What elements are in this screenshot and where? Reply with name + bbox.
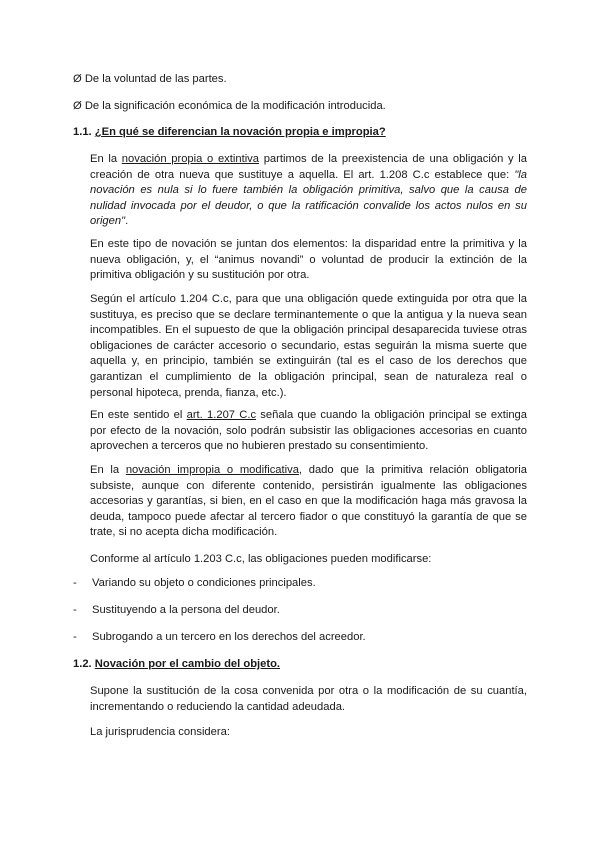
section-heading-1-2 bbox=[73, 657, 280, 673]
list-item-text: Sustituyendo a la persona del deudor. bbox=[92, 604, 280, 616]
bullet-text: De la significación económica de la modificación introducida. bbox=[84, 100, 386, 112]
term-novacion-impropia[interactable]: novación impropia o modificativa bbox=[125, 464, 299, 476]
bullet-symbol: Ø bbox=[73, 100, 82, 112]
paragraph-art-1203: Conforme al artículo 1.203 C.c, las obligaciones pueden modificarse: bbox=[90, 553, 432, 565]
list-item-text: Subrogando a un tercero en los derechos del acreedor. bbox=[92, 631, 366, 643]
list-dash: - bbox=[73, 604, 77, 616]
section-number: 1.2. bbox=[73, 658, 92, 670]
section-number: 1.1. bbox=[73, 126, 92, 138]
paragraph-art-1204: Según el artículo 1.204 C.c, para que una obligación quede extinguida por otra que la sustituya, es preciso que se declare terminantemente o que la antigua y la nueva sean incompatibles. En el supuesto de que la obligación principal desaparecida tuviese otras obligaciones de carácter accesorio o secundario, estas seguirán la misma suerte que aquella y, en principio, también se extinguirán (tal es el caso de los derechos que garantizan el cumplimiento de la obligación principal, sean de naturaleza real o personal hipoteca, prenda, fianza, etc.). bbox=[90, 293, 527, 399]
term-novacion-propia[interactable]: novación propia o extintiva bbox=[121, 153, 259, 165]
list-dash: - bbox=[73, 577, 77, 589]
bullet-text: De la voluntad de las partes. bbox=[84, 73, 227, 85]
paragraph-cambio-objeto: Supone la sustitución de la cosa convenida por otra o la modificación de su cuantía, incrementando o reduciendo la cantidad adeudada. bbox=[90, 685, 527, 713]
section-heading-1-1 bbox=[73, 125, 386, 141]
bullet-item bbox=[73, 72, 227, 88]
paragraph-jurisprudencia: La jurisprudencia considera: bbox=[90, 726, 230, 738]
section-title: ¿En qué se diferencian la novación propia e impropia? bbox=[94, 126, 386, 138]
paragraph-elementos: En este tipo de novación se juntan dos elementos: la disparidad entre la primitiva y la nueva obligación, y, el “animus novandi” o voluntad de producir la extinción de la primitiva obligación y su sustitución por otra. bbox=[90, 238, 527, 282]
paragraph-art-1207: En este sentido el art. 1.207 C.c señala que cuando la obligación principal se extinga por efecto de la novación, solo podrán subsistir las obligaciones accesorias en cuanto aprovechen a terceros que no hubieren prestado su consentimiento. bbox=[90, 409, 527, 453]
paragraph-novacion-impropia: En la novación impropia o modificativa, dado que la primitiva relación obligatoria subsiste, aunque con diferente contenido, persistirán igualmente las obligaciones accesorias y garantías, si bien, en el caso en que la modificación haga más gravosa la deuda, tampoco puede afectar al tercero fiador o que constituyó la garantía de que se trate, si no acepta dicha modificación. bbox=[90, 464, 527, 539]
list-item-text: Variando su objeto o condiciones principales. bbox=[92, 577, 316, 589]
section-title: Novación por el cambio del objeto. bbox=[94, 658, 281, 670]
paragraph-novacion-propia: En la novación propia o extintiva partimos de la preexistencia de una obligación y la creación de otra nueva que sustituye a aquella. El art. 1.208 C.c establece que: "la novación es nula si lo fuere también la obligación primitiva, salvo que la causa de nulidad invocada por el deudor, o que la ratificación convalide los actos nulos en su origen". bbox=[90, 153, 527, 228]
list-dash: - bbox=[73, 631, 77, 643]
quote-art-1208: "la novación es nula si lo fuere también la obligación primitiva, salvo que la causa de nulidad invocada por el deudor, o que la ratificación convalide los actos nulos en su origen" bbox=[90, 168, 527, 228]
link-art-1207[interactable]: art. 1.207 C.c bbox=[186, 409, 257, 421]
bullet-item bbox=[73, 99, 386, 115]
bullet-symbol: Ø bbox=[73, 73, 82, 85]
